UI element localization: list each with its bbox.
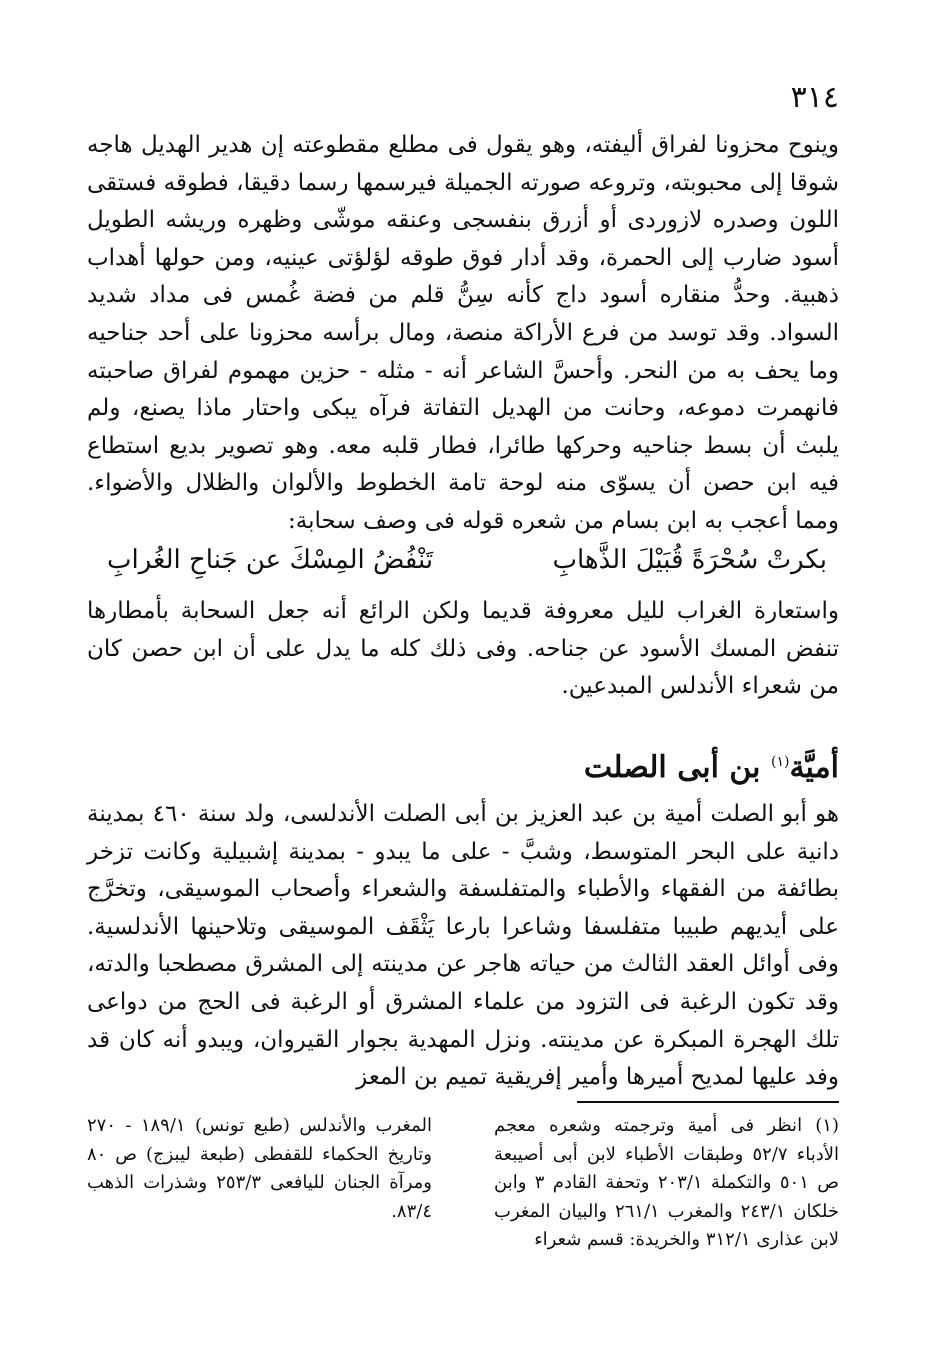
- heading-name-part1: أميَّة: [789, 750, 839, 785]
- heading-name-part2: بن أبى الصلت: [583, 750, 771, 785]
- verse-hemistich-first: بكرتْ سُحْرَةً قُبَيْلَ الذَّهابِ: [552, 545, 827, 575]
- verse-hemistich-second: تَنْفُضُ المِسْكَ عن جَناحِ الغُرابِ: [107, 545, 434, 575]
- footnote-column-right: (١) انظر فى أمية وترجمته وشعره معجم الأدباء ٥٢/٧ وطبقات الأطباء لابن أبى أصيبعة ص ٥٠١ والتكملة ٢٠٣/١ وتحفة القادم ٣ وابن خلكان ٢٤٣/١ والمغرب ٢٦١/١ والبيان المغرب لابن عذارى ٣١٢/١ والخريدة: قسم شعراء: [494, 1115, 840, 1250]
- paragraph-ibn-hisn-description: وينوح محزونا لفراق أليفته، وهو يقول فى مطلع مقطوعته إن هدير الهديل هاجه شوقا إلى محبوبته، وتروعه صورته الجميلة فيرسمها رسما دقيقا، فطوقه فستقى اللون وصدره لازوردى أو أزرق بنفسجى وعنقه موشّى وظهره وريشه الطويل أسود ضارب إلى الحمرة، وقد أدار فوق طوقه لؤلؤتى عينيه، ومن حولها أهداب ذهبية. وحدُّ منقاره أسود داج كأنه سِنُّ قلم من فضة غُمس فى مداد شديد السواد. وقد توسد من فرع الأراكة منصة، ومال برأسه محزونا على أحد جناحيه وما يحف به من النحر. وأحسَّ الشاعر أنه - مثله - حزين مهموم لفراق صاحبته فانهمرت دموعه، وحانت من الهديل التفاتة فرآه يبكى واحتار ماذا يصنع، ولم يلبث أن بسط جناحيه وحركها طائرا، فطار قلبه معه. وهو تصوير بديع استطاع فيه ابن حصن أن يسوّى منه لوحة تامة الخطوط والألوان والظلال والأضواء. ومما أعجب به ابن بسام من شعره قوله فى وصف سحابة:: [87, 132, 839, 534]
- footnote-mark: (١): [770, 754, 790, 770]
- paragraph-verse-commentary: واستعارة الغراب لليل معروفة قديما ولكن الرائع أنه جعل السحابة بأمطارها تنفض المسك الأسود عن جناحه. وفى ذلك كله ما يدل على أن ابن حصن كان من شعراء الأندلس المبدعين.: [87, 598, 839, 700]
- section-heading: [584, 740, 839, 790]
- page-number: ٣١٤: [790, 80, 839, 115]
- poem-verse: [107, 538, 827, 582]
- footnotes: [87, 1112, 839, 1255]
- paragraph-umayya-biography: هو أبو الصلت أمية بن عبد العزيز بن أبى الصلت الأندلسى، ولد سنة ٤٦٠ بمدينة دانية على البحر المتوسط، وشبَّ - على ما يبدو - بمدينة إشبيلية وكانت تزخر بطائفة من الفقهاء والأطباء والمتفلسفة والشعراء وأصحاب الموسيقى، وتخرَّج على أيديهم طبيبا متفلسفا وشاعرا بارعا يَثْقَف الموسيقى وتلاحينها الأندلسية. وفى أوائل العقد الثالث من حياته هاجر عن مدينته إلى المشرق مصطحبا والدته، وقد تكون الرغبة فى التزود من علماء المشرق أو الرغبة فى الحج من دواعى تلك الهجرة المبكرة عن مدينته. ونزل المهدية بجوار القيروان، ويبدو أنه كان قد وفد عليها لمديح أميرها وأمير إفريقية تميم بن المعز: [87, 801, 840, 1091]
- footnote-separator: [577, 1101, 839, 1103]
- footnote-column-left: المغرب والأندلس (طبع تونس) ١٨٩/١ - ٢٧٠ وتاريخ الحكماء للقفطى (طبعة ليبزج) ص ٨٠ ومرآة الجنان لليافعى ٢٥٣/٣ وشذرات الذهب ٨٣/٤.: [87, 1115, 432, 1222]
